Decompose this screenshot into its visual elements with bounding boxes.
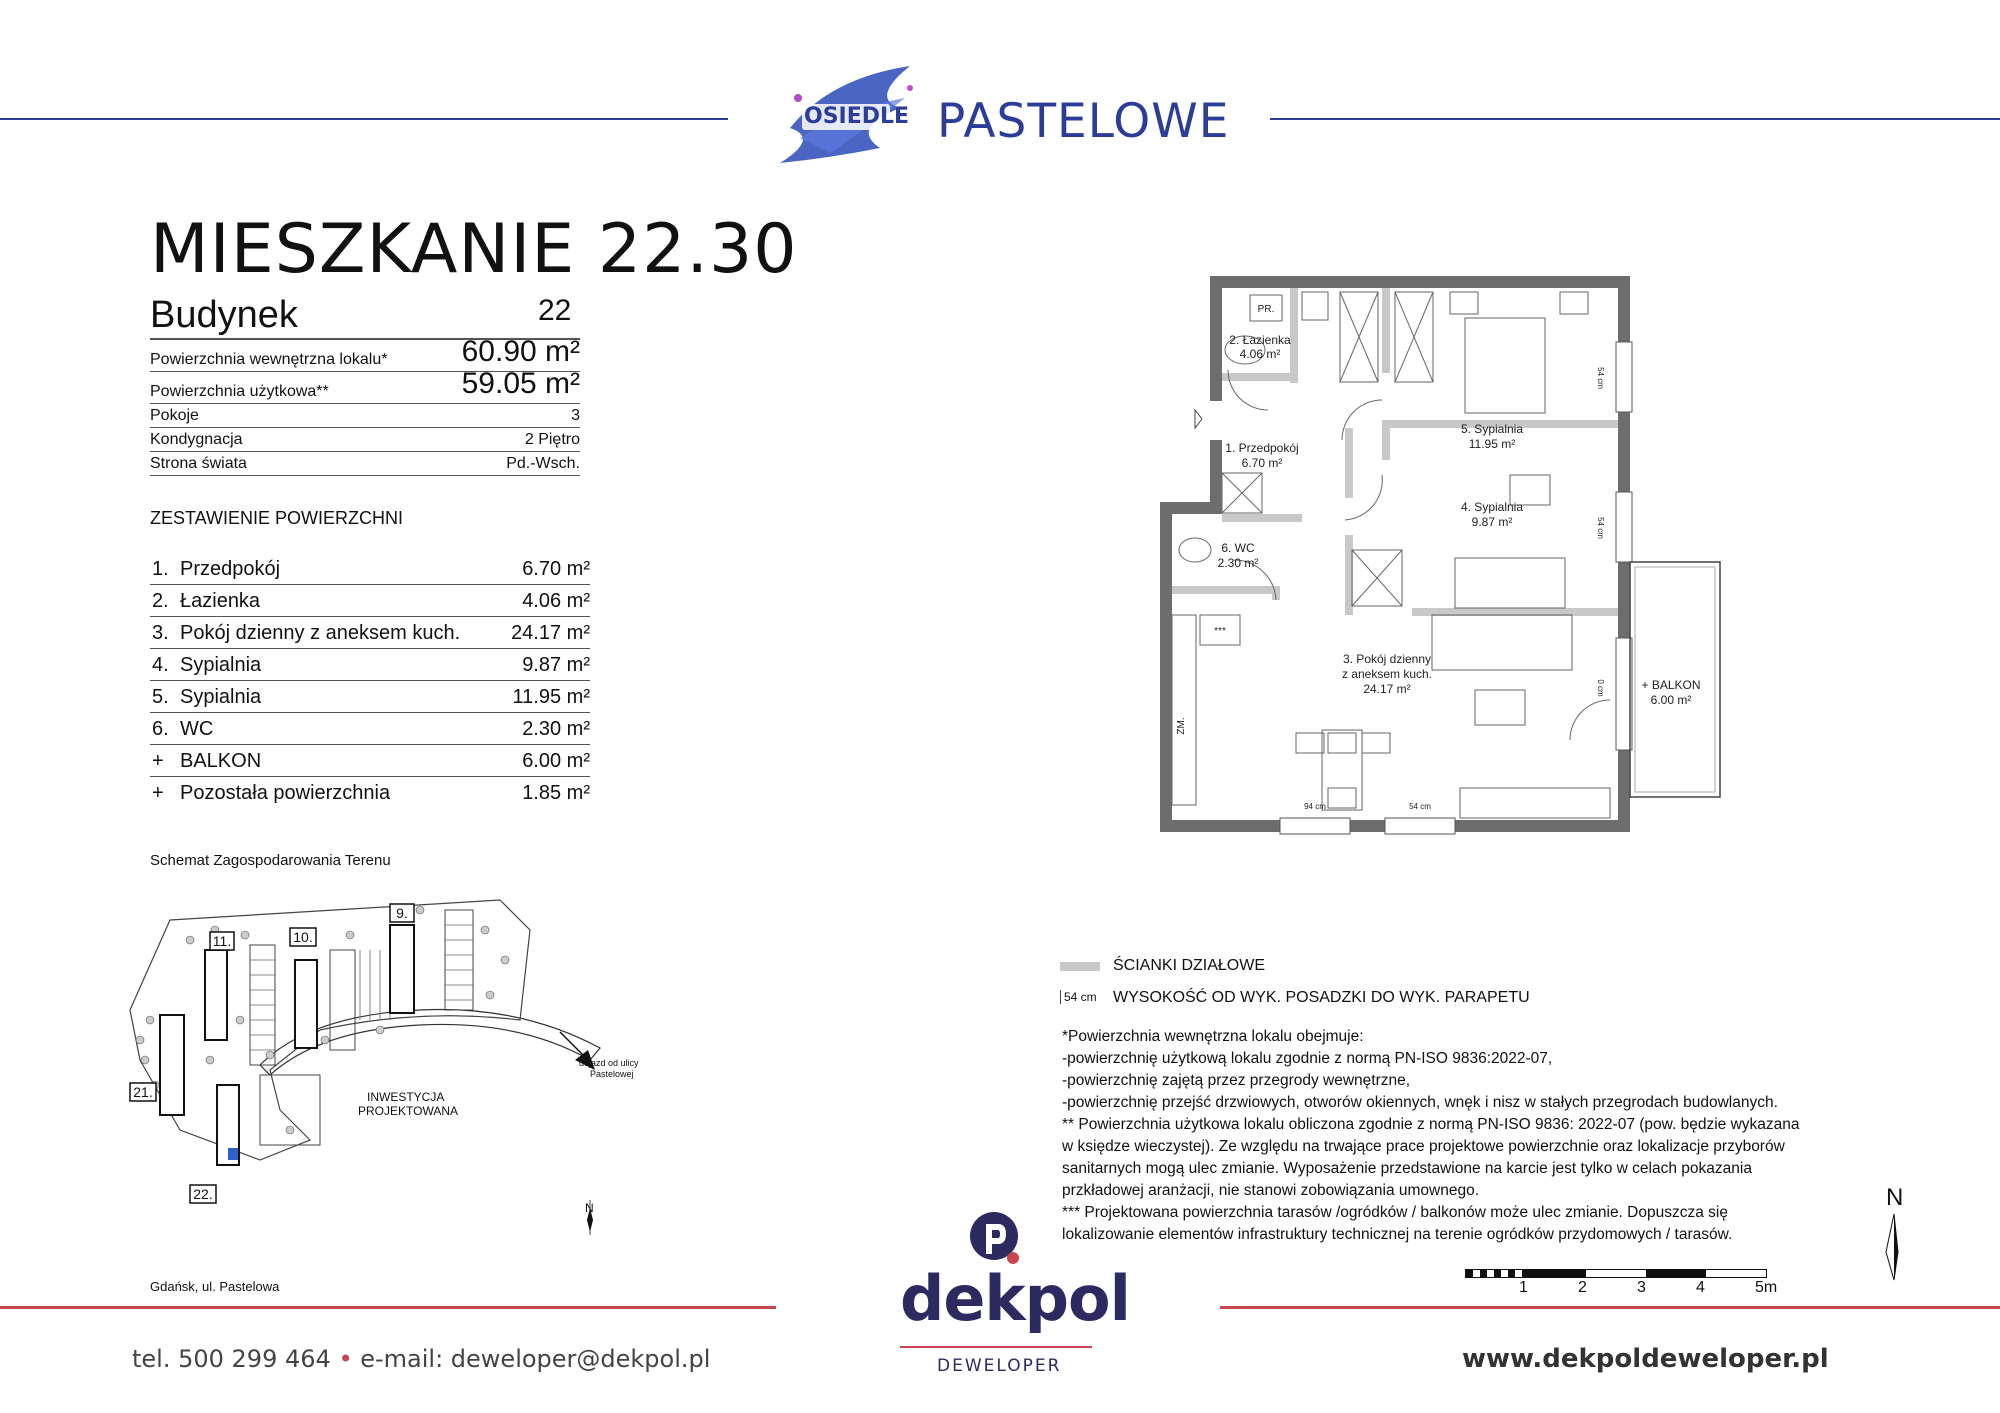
stars-label: *** <box>1214 626 1226 637</box>
footer-rule-right <box>1220 1306 2000 1309</box>
area-name: Pokój dzienny z aneksem kuch. <box>180 622 461 644</box>
info-label: Kondygnacja <box>150 431 243 448</box>
floor-plan <box>1150 270 1730 840</box>
info-value: Pd.-Wsch. <box>506 455 580 472</box>
info-value: 2 Piętro <box>524 431 580 448</box>
room-6-area: 2.30 m² <box>1217 556 1259 570</box>
phone-text: tel. 500 299 464 <box>132 1345 331 1373</box>
info-label: Powierzchnia wewnętrzna lokalu* <box>150 351 388 368</box>
room-4-area: 9.87 m² <box>1471 515 1513 529</box>
info-value: 3 <box>571 407 580 424</box>
area-num: 2. <box>152 590 169 612</box>
room-4-name: 4. Sypialnia <box>1460 500 1524 514</box>
area-value: 9.87 m² <box>522 654 590 676</box>
logo-osiedle-text: OSIEDLE <box>804 104 910 129</box>
info-label: Powierzchnia użytkowa** <box>150 383 329 400</box>
area-row <box>150 713 590 745</box>
note-line: sanitarnych mogą ulec zmianie. Wyposażenie przedstawione na karcie jest tylko w celach pokazania <box>1062 1160 1752 1177</box>
footer-website[interactable]: www.dekpoldeweloper.pl <box>1462 1344 1829 1374</box>
site-plan-heading: Schemat Zagospodarowania Terenu <box>150 852 391 869</box>
note-line: *** Projektowana powierzchnia tarasów /ogródków / balkonów może ulec zmianie. Dopuszcza się <box>1062 1204 1728 1221</box>
dekpol-emblem-icon <box>968 1210 1024 1270</box>
dekpol-sub: DEWELOPER <box>937 1356 1062 1376</box>
dim-54-a: 54 cm <box>1596 367 1605 389</box>
area-row <box>150 617 590 649</box>
zm-label: ZM. <box>1176 717 1187 735</box>
room-3-name2: z aneksem kuch. <box>1341 667 1433 681</box>
info-row-orientation <box>150 451 580 476</box>
area-row <box>150 553 590 585</box>
dim-94: 94 cm <box>1304 802 1326 811</box>
investment-label-2: PROJEKTOWANA <box>358 1104 459 1118</box>
room-1-area: 6.70 m² <box>1241 456 1283 470</box>
area-row <box>150 649 590 681</box>
legend-wall-swatch <box>1060 962 1100 971</box>
area-name: BALKON <box>180 750 262 772</box>
area-row <box>150 777 590 808</box>
scale-tick-3: 3 <box>1637 1279 1646 1296</box>
osiedle-logo <box>770 58 920 168</box>
note-line: -powierzchnię użytkową lokalu zgodnie z normą PN-ISO 9836:2022-07, <box>1062 1050 1553 1067</box>
area-name: Przedpokój <box>180 558 281 580</box>
north-arrow-icon <box>1870 1212 1910 1282</box>
header-rule-right <box>1270 118 2000 120</box>
note-line: w księdze wieczystej). Ze względu na trwające prace projektowe powierzchnie oraz lokalizacje przyborów <box>1062 1138 1785 1155</box>
area-num: 6. <box>152 718 169 740</box>
logo-name-text: PASTELOWE <box>937 94 1230 149</box>
room-1-name: 1. Przedpokój <box>1225 441 1299 455</box>
legend-walls: ŚCIANKI DZIAŁOWE <box>1113 957 1266 974</box>
info-value: 59.05 m² <box>461 367 580 400</box>
area-row <box>150 681 590 713</box>
note-line: -powierzchnię zajętą przez przegrody wewnętrzne, <box>1062 1072 1411 1089</box>
area-value: 6.70 m² <box>522 558 590 580</box>
notes-block <box>1062 1026 1842 1246</box>
building-22-label: 22. <box>193 1186 213 1202</box>
area-value: 6.00 m² <box>522 750 590 772</box>
site-north-label: N <box>585 1201 594 1215</box>
note-line: *Powierzchnia wewnętrzna lokalu obejmuje: <box>1062 1028 1364 1045</box>
info-row-floor <box>150 427 580 452</box>
note-line: -powierzchnię przejść drzwiowych, otworów okiennych, wnęk i nisz w stałych przegrodach budowlanych. <box>1062 1094 1778 1111</box>
info-row-rooms <box>150 403 580 428</box>
area-name: Sypialnia <box>180 654 262 676</box>
building-21-label: 21. <box>133 1084 153 1100</box>
dekpol-logo <box>875 1200 1130 1380</box>
area-value: 11.95 m² <box>512 686 590 708</box>
areas-heading: ZESTAWIENIE POWIERZCHNI <box>150 508 404 528</box>
area-num: + <box>152 782 164 804</box>
dim-0: 0 cm <box>1596 679 1605 697</box>
scale-tick-4: 4 <box>1696 1279 1705 1296</box>
room-3-area: 24.17 m² <box>1363 682 1411 696</box>
area-value: 24.17 m² <box>511 622 590 644</box>
note-line: przkładowej aranżacji, nie stanowi zobowiązania umownego. <box>1062 1182 1480 1199</box>
area-name: Sypialnia <box>180 686 262 708</box>
note-line: lokalizowanie elementów infrastruktury technicznej na terenie ogródków przydomowych / tarasów. <box>1062 1226 1733 1243</box>
site-location: Gdańsk, ul. Pastelowa <box>150 1279 280 1294</box>
north-label: N <box>1886 1184 1904 1211</box>
room-2-name: 2. Łazienka <box>1229 333 1291 347</box>
bullet-dot: • <box>338 1345 353 1373</box>
info-label: Pokoje <box>150 407 199 424</box>
footer-phone <box>132 1345 710 1373</box>
legend-height: WYSOKOŚĆ OD WYK. POSADZKI DO WYK. PARAPETU <box>1113 989 1530 1006</box>
room-5-area: 11.95 m² <box>1468 437 1516 451</box>
dekpol-rule <box>900 1346 1092 1348</box>
area-row <box>150 585 590 617</box>
note-line: ** Powierzchnia użytkowa lokalu obliczona zgodnie z normą PN-ISO 9836: 2022-07 (pow. będzie wykazana <box>1062 1116 1800 1133</box>
dim-54-c: 54 cm <box>1409 802 1431 811</box>
dim-54-b: 54 cm <box>1596 517 1605 539</box>
info-value: 60.90 m² <box>461 335 580 368</box>
building-11-label: 11. <box>212 933 232 949</box>
footer-rule-left <box>0 1306 776 1309</box>
balcony-area: 6.00 m² <box>1650 693 1692 707</box>
room-3-name: 3. Pokój dzienny <box>1342 652 1432 666</box>
email-text[interactable]: e-mail: deweloper@dekpol.pl <box>360 1345 711 1373</box>
pr-label: PR. <box>1257 304 1275 315</box>
header-rule-left <box>0 118 728 120</box>
info-label: Strona świata <box>150 455 247 472</box>
area-num: 4. <box>152 654 169 676</box>
access-label-2: Pastelowej <box>590 1069 634 1079</box>
scale-tick-1: 1 <box>1519 1279 1528 1296</box>
investment-label-1: INWESTYCJA <box>367 1090 445 1104</box>
room-6-name: 6. WC <box>1221 541 1255 555</box>
area-name: WC <box>180 718 214 740</box>
scale-tick-2: 2 <box>1578 1279 1587 1296</box>
legend-height-sample: 54 cm <box>1060 990 1097 1004</box>
area-value: 4.06 m² <box>522 590 590 612</box>
building-9-label: 9. <box>396 905 408 921</box>
area-name: Pozostała powierzchnia <box>180 782 391 804</box>
area-name: Łazienka <box>180 590 261 612</box>
area-num: + <box>152 750 164 772</box>
building-label: Budynek <box>150 294 298 336</box>
area-num: 1. <box>152 558 169 580</box>
area-row <box>150 745 590 777</box>
area-num: 3. <box>152 622 169 644</box>
building-10-label: 10. <box>293 929 313 945</box>
room-2-area: 4.06 m² <box>1239 347 1281 361</box>
area-value: 1.85 m² <box>522 782 590 804</box>
scale-bar <box>1465 1269 1767 1278</box>
apartment-title: MIESZKANIE 22.30 <box>150 210 798 289</box>
room-5-name: 5. Sypialnia <box>1460 422 1524 436</box>
building-value: 22 <box>538 294 572 327</box>
area-num: 5. <box>152 686 169 708</box>
access-label-1: dojazd od ulicy <box>579 1058 639 1068</box>
dekpol-brand: dekpol <box>900 1262 1130 1335</box>
info-row-usable-area <box>150 367 580 404</box>
area-value: 2.30 m² <box>522 718 590 740</box>
balcony-name: + BALKON <box>1641 678 1701 692</box>
scale-tick-5m: 5m <box>1755 1279 1778 1296</box>
